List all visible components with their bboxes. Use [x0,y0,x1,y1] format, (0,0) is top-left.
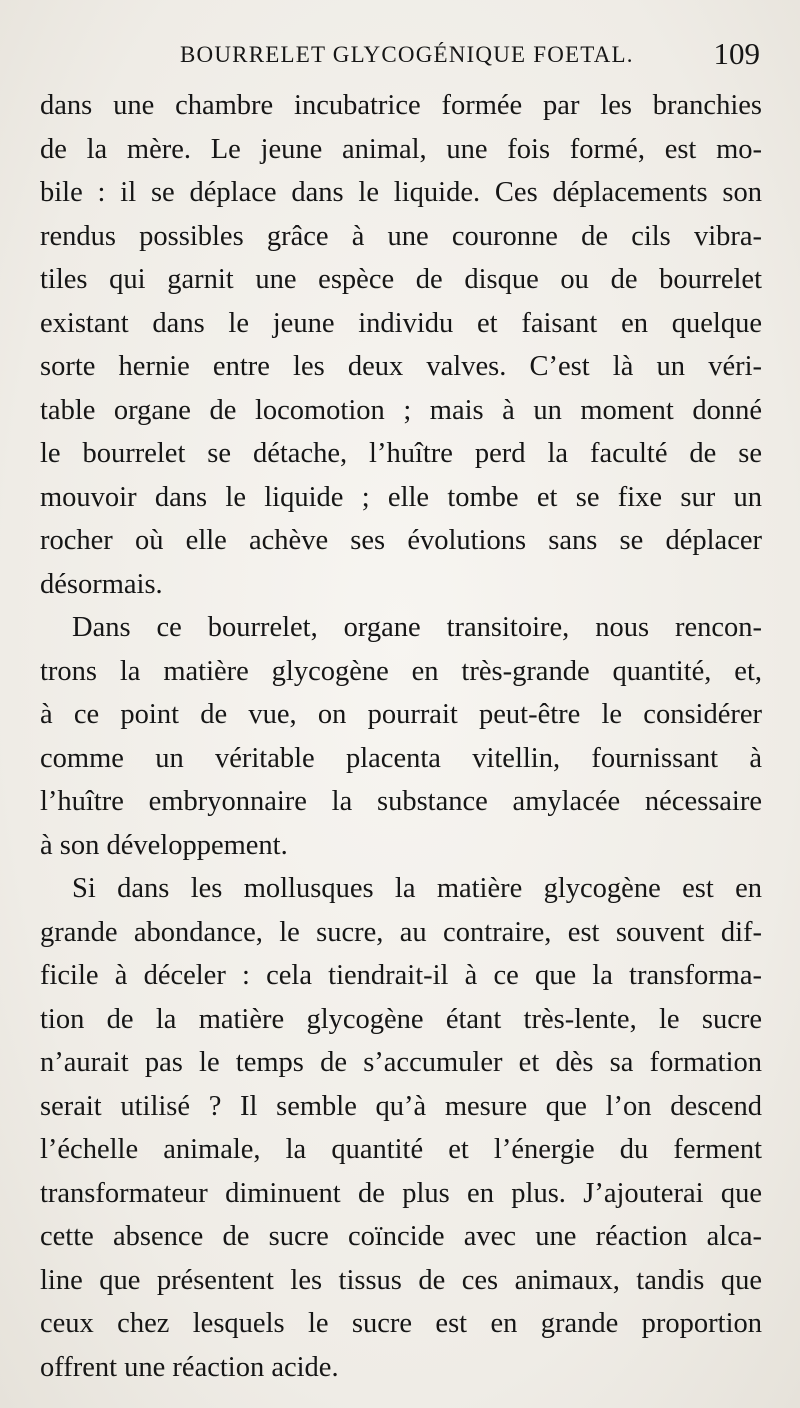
text-line: tiles qui garnit une espèce de disque ou de bourrelet [40,264,762,295]
text-line: Si dans les mollusques la matière glycogène est en [72,873,762,904]
text-line: Dans ce bourrelet, organe transitoire, nous rencon- [72,612,762,643]
text-line: cette absence de sucre coïncide avec une réaction alca- [40,1221,762,1252]
text-line: comme un véritable placenta vitellin, fournissant à [40,742,762,774]
text-line: offrent une réaction acide. [40,1351,339,1383]
text-line: bile : il se déplace dans le liquide. Ces déplacements son [40,177,762,208]
text-line: à son développement. [40,829,288,861]
page-number: 109 [713,36,760,71]
running-head-title: BOURRELET GLYCOGÉNIQUE FOETAL. [180,42,634,67]
paragraph [40,606,762,867]
text-line: rendus possibles grâce à une couronne de cils vibra- [40,220,762,252]
text-line: désormais. [40,568,163,600]
text-line: l’échelle animale, la quantité et l’énergie du ferment [40,1134,762,1165]
text-line: tion de la matière glycogène étant très-lente, le sucre [40,1003,762,1035]
text-line: le bourrelet se détache, l’huître perd la faculté de se [40,438,762,469]
text-line: sorte hernie entre les deux valves. C’est là un véri- [40,351,762,382]
text-line: ficile à déceler : cela tiendrait-il à ce que la transforma- [40,960,762,991]
text-line: table organe de locomotion ; mais à un moment donné [40,394,762,426]
text-line: existant dans le jeune individu et faisant en quelque [40,307,762,339]
body-text [40,84,762,1389]
text-line: ceux chez lesquels le sucre est en grande proportion [40,1308,762,1339]
text-line: grande abondance, le sucre, au contraire, est souvent dif- [40,916,762,948]
text-line: rocher où elle achève ses évolutions sans se déplacer [40,525,762,556]
text-line: n’aurait pas le temps de s’accumuler et dès sa formation [40,1047,762,1078]
paragraph [40,867,762,1389]
text-line: trons la matière glycogène en très-grande quantité, et, [40,655,762,687]
running-head [40,36,760,76]
text-line: transformateur diminuent de plus en plus. J’ajouterai que [40,1177,762,1209]
text-line: à ce point de vue, on pourrait peut-être le considérer [40,699,762,730]
text-line: line que présentent les tissus de ces animaux, tandis que [40,1264,762,1296]
text-line: mouvoir dans le liquide ; elle tombe et se fixe sur un [40,481,762,513]
text-line: l’huître embryonnaire la substance amylacée nécessaire [40,786,762,817]
paragraph [40,84,762,606]
text-line: dans une chambre incubatrice formée par les branchies [40,90,762,121]
text-line: serait utilisé ? Il semble qu’à mesure que l’on descend [40,1090,762,1122]
text-line: de la mère. Le jeune animal, une fois formé, est mo- [40,133,762,165]
